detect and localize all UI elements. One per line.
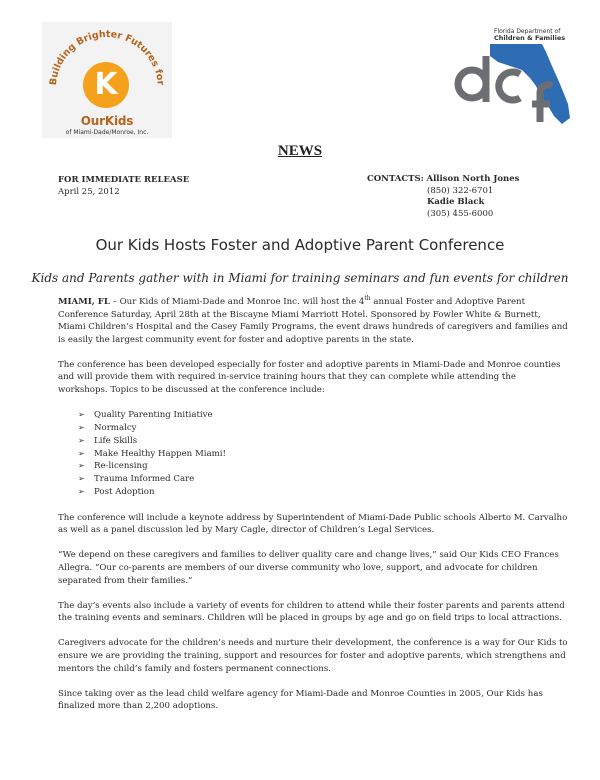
paragraph-events: The day’s events also include a variety of events for children to attend while their foster parents and parents attend the training events and seminars. Children will be placed in groups by age and go on field trips to local attractions. (58, 600, 565, 624)
article-subtitle: Kids and Parents gather with in Miami for training seminars and fun events for children (31, 271, 569, 285)
paragraph-adoptions: Since taking over as the lead child welfare agency for Miami-Dade and Monroe Counties in 2005, Our Kids has finalized more than 2,200 adoptions. (58, 688, 543, 712)
paragraph-caregivers: Caregivers advocate for the children’s needs and nurture their development, the conference is a way for Our Kids to ensure we are providing the training, support and resources for foster and adoptive parents, which strengthens and mentors the child’s family and fosters permanent connections. (58, 638, 568, 674)
release-label: FOR IMMEDIATE RELEASE (58, 175, 190, 185)
list-item: ➢ Make Healthy Happen Miami! (78, 448, 226, 459)
arrow-bullet-icon: ➢ (78, 448, 85, 458)
list-item: ➢ Trauma Informed Care (78, 474, 195, 485)
release-date: April 25, 2012 (58, 187, 120, 197)
topics-list (58, 409, 568, 499)
list-item: ➢ Re-licensing (78, 461, 148, 472)
contacts-block (367, 174, 519, 220)
contact-phone-1: (850) 322-6701 (427, 185, 494, 196)
list-item: ➢ Quality Parenting Initiative (78, 410, 213, 421)
svg-text:Building Brighter Futures for: Building Brighter Futures for (47, 28, 166, 86)
dateline: MIAMI, FL (58, 297, 110, 307)
paragraph-conference: The conference has been developed especially for foster and adoptive parents in Miami-Dade and Monroe counties and will provide them with required in-service training hours that they can complete while attending the workshops. Topics to be discussed at the conference include: (58, 359, 561, 396)
logo-brand-name: OurKids (80, 114, 134, 128)
article-body (58, 296, 568, 725)
article-title: Our Kids Hosts Foster and Adoptive Parent Conference (95, 236, 505, 254)
release-block (58, 174, 189, 198)
logo-subtitle: of Miami-Dade/Monroe, Inc. (65, 129, 149, 136)
arrow-bullet-icon: ➢ (78, 474, 85, 484)
contact-name-2: Kadie Black (427, 197, 485, 207)
paragraph-quote: “We depend on these caregivers and families to deliver quality care and change lives,” said Our Kids CEO Frances Allegra. “Our co-parents are members of our diverse community who love, support, and advocate for children separated from their families.” (58, 550, 559, 586)
arrow-bullet-icon: ➢ (78, 486, 85, 496)
contact-phone-2: (305) 455-6000 (427, 208, 494, 219)
contacts-label: CONTACTS: (367, 174, 424, 184)
arrow-bullet-icon: ➢ (78, 461, 85, 471)
list-item: ➢ Post Adoption (78, 486, 155, 497)
contact-name-1: Allison North Jones (426, 174, 520, 184)
arrow-bullet-icon: ➢ (78, 410, 85, 420)
arrow-bullet-icon: ➢ (78, 422, 85, 432)
dcf-department-name: Florida Department of Children & Families (494, 28, 566, 42)
news-heading: NEWS (277, 143, 323, 159)
arrow-bullet-icon: ➢ (78, 435, 85, 445)
list-item: ➢ Normalcy (78, 422, 137, 433)
list-item: ➢ Life Skills (78, 435, 138, 446)
paragraph-intro: MIAMI, FL – Our Kids of Miami-Dade and Monroe Inc. will host the 4th annual Foster and Adoptive Parent Conference Saturday, April 28th at the Biscayne Miami Marriott Hotel. Sponsored by Fowler White & Burnett, Miami Children’s Hospital and the Casey Family Programs, the event draws hundreds of caregivers and families and is easily the largest community event for foster and adoptive parents in the state. (58, 295, 568, 345)
our-kids-logo (42, 22, 172, 138)
paragraph-keynote: The conference will include a keynote address by Superintendent of Miami-Dade Public schools Alberto M. Carvalho as well as a panel discussion led by Mary Cagle, director of Children’s Legal Services. (58, 512, 568, 536)
dcf-logo (450, 26, 580, 134)
florida-map-icon (450, 26, 580, 134)
logo-k-mark: K (94, 67, 118, 102)
